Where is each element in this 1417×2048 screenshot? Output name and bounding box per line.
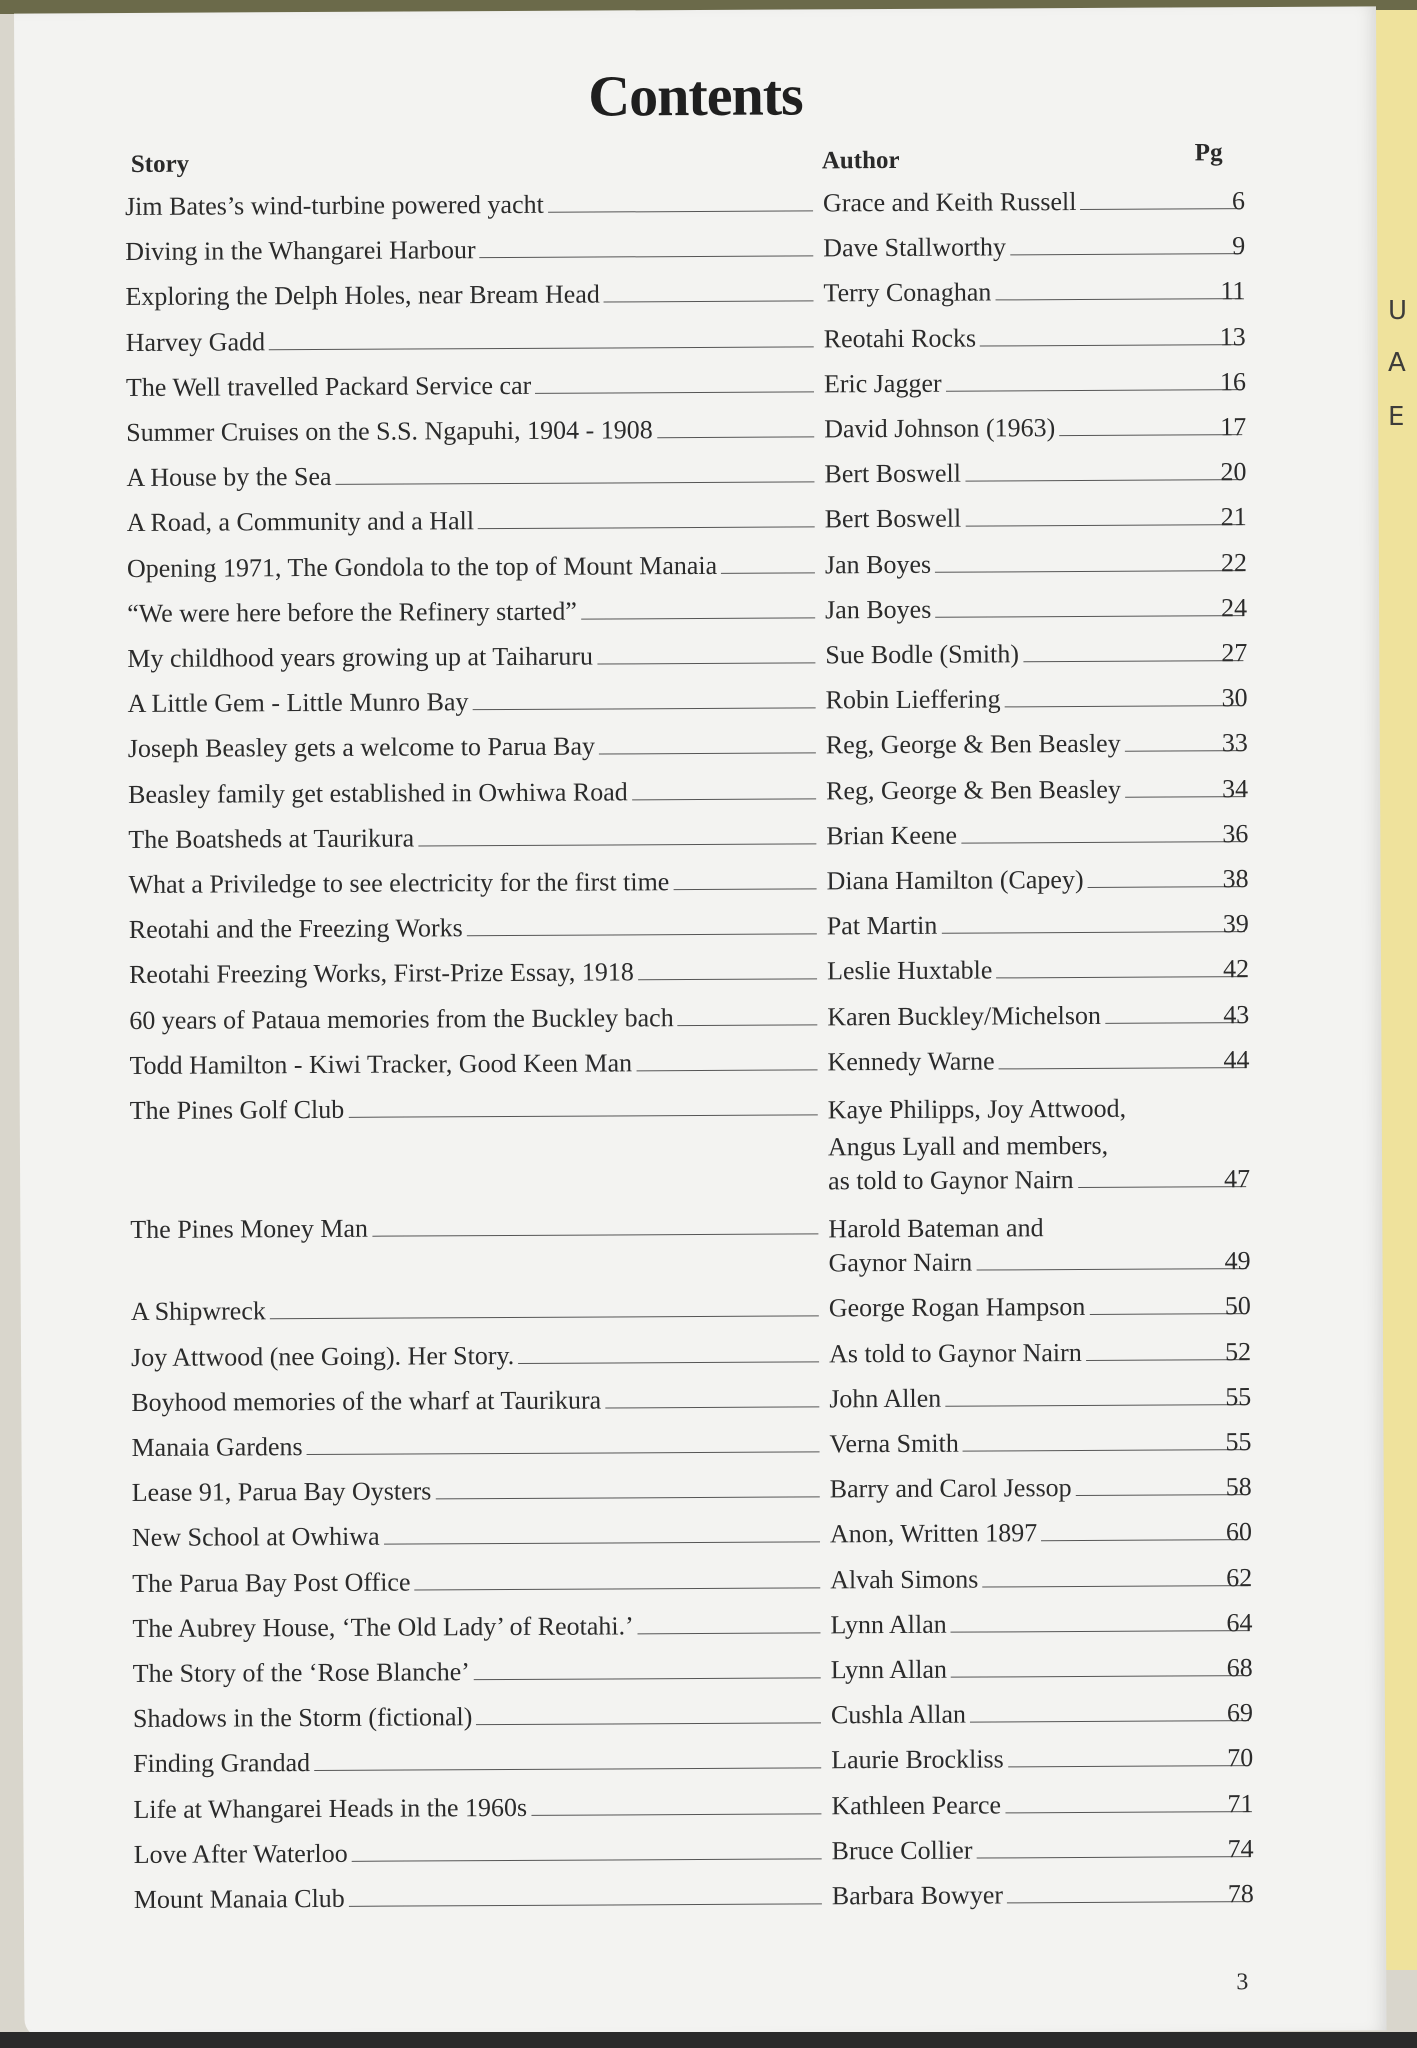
leader-line (965, 479, 1243, 481)
story-title-text: The Well travelled Packard Service car (125, 370, 532, 402)
author-name: Eric Jagger (823, 368, 942, 399)
author (824, 456, 1247, 490)
column-header-page: Pg (1194, 139, 1223, 167)
leader-line (307, 1451, 820, 1455)
author-name: Terry Conaghan (823, 277, 992, 308)
story-title-text: Joy Attwood (nee Going). Her Story. (130, 1340, 515, 1372)
author-name: John Allen (829, 1383, 942, 1414)
story-title-text: Reotahi and the Freezing Works (128, 913, 463, 945)
page-ref: 9 (1232, 231, 1246, 261)
story-title-text: Opening 1971, The Gondola to the top of Mount Manaia (126, 550, 718, 583)
page-ref: 42 (1222, 954, 1250, 984)
page-title: Contents (588, 62, 803, 129)
story-title (129, 1001, 819, 1037)
author-name: Laurie Brockliss (831, 1744, 1004, 1775)
story-title-text: Summer Cruises on the S.S. Ngapuhi, 1904 - 1908 (126, 415, 653, 447)
leader-line (605, 1406, 819, 1408)
contents-entry (15, 230, 1377, 277)
author-name: Diana Hamilton (Capey) (826, 864, 1084, 896)
page-ref: 6 (1231, 186, 1246, 216)
story-title-text: My childhood years growing up at Taiharuru (127, 641, 594, 673)
story-title (128, 685, 818, 721)
leader-line (657, 436, 815, 438)
contents-entry (18, 862, 1380, 909)
side-letter: A (1388, 348, 1406, 378)
author-name: Reg, George & Ben Beasley (826, 774, 1122, 805)
contents-entry (22, 1471, 1384, 1518)
contents-entry (19, 1043, 1381, 1090)
author (828, 1089, 1249, 1197)
leader-line (961, 841, 1244, 843)
page-ref: 62 (1226, 1562, 1253, 1592)
story-title-text: What a Priviledge to see electricity for the first time (128, 867, 670, 899)
side-letter: E (1388, 402, 1405, 432)
story-title (129, 911, 819, 947)
story-title-text: Harvey Gadd (125, 326, 266, 357)
author (831, 1697, 1251, 1731)
author-name: As told to Gaynor Nairn (828, 1337, 1082, 1368)
leader-line (1041, 1540, 1248, 1542)
story-title (134, 1835, 824, 1871)
story-title (126, 459, 816, 495)
contents-entry (16, 320, 1378, 367)
page-ref: 27 (1221, 638, 1248, 668)
page-ref: 34 (1222, 773, 1249, 803)
leader-line (474, 1677, 821, 1680)
leader-line (995, 299, 1241, 301)
leader-line (941, 931, 1245, 934)
author-name: Lynn Allan (830, 1654, 948, 1685)
contents-entry (18, 772, 1380, 819)
author-last-line (828, 1245, 1251, 1279)
author (827, 908, 1247, 942)
story-title (131, 1383, 821, 1419)
contents-entry (18, 682, 1380, 729)
leader-line (349, 1903, 822, 1906)
author-name: Brian Keene (826, 820, 958, 851)
page-ref: 44 (1223, 1044, 1250, 1075)
story-title-text: Life at Whangarei Heads in the 1960s (133, 1792, 528, 1824)
contents-entry (18, 817, 1380, 864)
page-ref: 58 (1225, 1472, 1252, 1502)
author (826, 863, 1249, 897)
leader-line (976, 1856, 1249, 1858)
leader-line (1005, 705, 1244, 707)
story-title-text: New School at Owhiwa (131, 1522, 380, 1553)
author (830, 1607, 1253, 1641)
author (825, 547, 1245, 581)
story-title (134, 1880, 824, 1916)
story-title (132, 1564, 822, 1600)
leader-line (531, 1813, 821, 1816)
story-title (125, 187, 815, 223)
leader-line (946, 389, 1242, 392)
leader-line (467, 934, 817, 937)
contents-entry (24, 1877, 1386, 1924)
story-title (132, 1609, 822, 1645)
leader-line (336, 482, 815, 486)
page-ref: 55 (1225, 1427, 1252, 1457)
leader-line (269, 346, 814, 350)
leader-line (535, 391, 814, 393)
author-name: Karen Buckley/Michelson (827, 1000, 1101, 1031)
story-title-text: The Pines Money Man (130, 1213, 369, 1245)
author (829, 1291, 1249, 1325)
story-title-text: The Pines Golf Club (129, 1094, 345, 1125)
story-title-text: “We were here before the Refinery started” (127, 596, 577, 628)
story-title (130, 1091, 820, 1127)
author-name: Leslie Huxtable (826, 955, 993, 986)
author (823, 276, 1246, 310)
leader-line (982, 1585, 1248, 1587)
author-name-line: as told to Gaynor Nairn (828, 1165, 1074, 1196)
column-header-story: Story (130, 150, 190, 178)
author (829, 1426, 1252, 1460)
contents-entry (20, 1208, 1382, 1292)
leader-line (673, 888, 816, 890)
story-title-text: Beasley family get established in Owhiwa Road (128, 776, 628, 809)
leader-line (518, 1361, 819, 1364)
leader-line (963, 1449, 1248, 1451)
contents-entry (21, 1290, 1383, 1337)
contents-entry (24, 1832, 1386, 1879)
author-name: Verna Smith (829, 1428, 959, 1459)
story-title (133, 1700, 823, 1736)
leader-line (935, 570, 1243, 573)
page-ref: 13 (1219, 321, 1246, 351)
author (826, 818, 1249, 852)
side-letter: U (1388, 296, 1408, 326)
leader-line (976, 1268, 1246, 1270)
story-title-text: A Shipwreck (130, 1296, 266, 1327)
contents-entry (17, 501, 1379, 548)
column-header-author: Author (821, 146, 900, 175)
author (823, 230, 1246, 264)
page-ref: 21 (1220, 502, 1247, 532)
author (826, 682, 1246, 716)
story-title (131, 1338, 821, 1374)
story-title (130, 1211, 820, 1247)
story-title-text: The Aubrey House, ‘The Old Lady’ of Reotahi.’ (132, 1611, 634, 1643)
author-last-line (828, 1163, 1251, 1197)
leader-line (951, 1630, 1249, 1633)
author-name: Barry and Carol Jessop (829, 1473, 1072, 1504)
author-name: Grace and Keith Russell (822, 187, 1077, 218)
author (830, 1471, 1250, 1505)
story-title (125, 278, 815, 314)
author-name-line: Gaynor Nairn (828, 1247, 973, 1278)
page-ref: 33 (1221, 728, 1248, 758)
page-ref: 38 (1222, 864, 1249, 894)
contents-entry (21, 1335, 1383, 1382)
story-title (128, 820, 818, 856)
contents-entry (22, 1606, 1384, 1653)
author (831, 1652, 1251, 1686)
author-name-line: Angus Lyall and members, (827, 1130, 1109, 1162)
author-name-line: Harold Bateman and (828, 1213, 1044, 1244)
page-ref: 74 (1227, 1833, 1254, 1864)
leader-line (478, 527, 815, 530)
story-title (127, 594, 817, 630)
story-title-text: Exploring the Delph Holes, near Bream Head (125, 279, 600, 312)
story-title-text: Lease 91, Parua Bay Oysters (131, 1476, 432, 1508)
author (824, 321, 1244, 355)
author-name: Kathleen Pearce (831, 1790, 1002, 1820)
leader-line (721, 572, 815, 573)
leader-line (414, 1587, 820, 1590)
story-title (125, 233, 815, 269)
leader-line (945, 1404, 1247, 1407)
leader-line (476, 1723, 821, 1726)
leader-line (314, 1768, 821, 1772)
author-name: Alvah Simons (830, 1564, 979, 1594)
page-ref: 30 (1221, 683, 1248, 713)
author-name: Barbara Bowyer (831, 1880, 1004, 1911)
story-title (132, 1519, 822, 1555)
story-title-text: Finding Grandad (133, 1748, 311, 1779)
story-title-text: Mount Manaia Club (133, 1883, 345, 1914)
story-title-text: Boyhood memories of the wharf at Taurikura (131, 1385, 602, 1417)
author (826, 728, 1246, 762)
author (832, 1833, 1252, 1867)
leader-line (678, 1024, 818, 1026)
contents-entry (16, 410, 1378, 457)
page-ref: 49 (1224, 1246, 1251, 1276)
author-name: Bert Boswell (824, 504, 962, 534)
leader-line (581, 617, 815, 619)
page-ref: 22 (1220, 547, 1247, 577)
leader-line (352, 1858, 822, 1861)
story-title (132, 1474, 822, 1510)
story-title-text: Shadows in the Storm (fictional) (132, 1702, 473, 1734)
contents-page (14, 6, 1387, 2037)
story-title-text: The Story of the ‘Rose Blanche’ (132, 1657, 470, 1688)
contents-entry (22, 1516, 1384, 1563)
author (827, 999, 1250, 1033)
page-ref: 43 (1223, 999, 1250, 1029)
leader-line (632, 798, 816, 800)
story-title-text: 60 years of Pataua memories from the Buckley bach (129, 1002, 674, 1035)
leader-line (638, 1632, 821, 1634)
page-ref: 69 (1226, 1698, 1253, 1728)
author-name-line: Kaye Philipps, Joy Attwood, (827, 1093, 1127, 1125)
author-name: Sue Bodle (Smith) (825, 639, 1020, 670)
author (822, 185, 1246, 219)
contents-entry (19, 908, 1381, 955)
story-title (131, 1428, 821, 1464)
leader-line (599, 753, 816, 755)
author (825, 592, 1248, 626)
author (832, 1878, 1252, 1912)
author-name: Jan Boyes (825, 594, 932, 625)
story-title (128, 775, 818, 811)
story-title (133, 1745, 823, 1781)
leader-line (348, 1114, 817, 1117)
contents-entry (15, 184, 1377, 231)
story-title (126, 323, 816, 359)
page-ref: 70 (1227, 1743, 1254, 1773)
author (830, 1562, 1253, 1596)
leader-line (1010, 253, 1241, 255)
author (828, 1336, 1252, 1370)
author (827, 1044, 1250, 1078)
page-ref: 64 (1226, 1607, 1253, 1638)
page-ref: 24 (1221, 592, 1248, 623)
page-ref: 47 (1224, 1164, 1251, 1194)
author (828, 1208, 1251, 1279)
contents-entry (21, 1425, 1383, 1472)
story-title-text: Diving in the Whangarei Harbour (125, 235, 476, 267)
contents-entry (17, 591, 1379, 638)
page-ref: 52 (1224, 1336, 1252, 1366)
story-title-text: A House by the Sea (126, 462, 332, 493)
leader-line (384, 1542, 820, 1545)
story-title-text: Jim Bates’s wind-turbine powered yacht (124, 189, 544, 221)
leader-line (372, 1234, 818, 1237)
leader-line (1007, 1901, 1250, 1903)
page-ref: 36 (1222, 818, 1249, 849)
leader-line (636, 1069, 817, 1071)
contents-entry (19, 953, 1381, 1000)
story-title (127, 549, 817, 585)
story-title (129, 956, 819, 992)
leader-line (548, 210, 813, 212)
leader-line (999, 1067, 1246, 1069)
page-ref: 39 (1222, 909, 1249, 939)
leader-line (473, 708, 816, 711)
author (826, 773, 1249, 807)
story-title (128, 865, 818, 901)
author (829, 1381, 1252, 1415)
story-title (133, 1790, 823, 1826)
leader-line (996, 977, 1245, 979)
contents-entry (19, 998, 1381, 1045)
leader-line (435, 1497, 819, 1500)
story-title (128, 730, 818, 766)
page-ref: 60 (1225, 1517, 1253, 1547)
contents-entry (15, 275, 1377, 322)
story-title-text: Reotahi Freezing Works, First-Prize Essay, 1918 (128, 957, 634, 990)
page-ref: 55 (1225, 1381, 1252, 1412)
leader-line (480, 256, 814, 259)
author (824, 411, 1247, 445)
author (823, 366, 1247, 400)
contents-entry (23, 1651, 1385, 1698)
page-ref: 16 (1219, 366, 1247, 397)
story-title (129, 1046, 819, 1082)
contents-entry (21, 1380, 1383, 1427)
story-title (127, 639, 817, 675)
contents-entry (20, 1088, 1383, 1209)
author-name: Dave Stallworthy (823, 232, 1007, 263)
contents-entry (18, 727, 1380, 774)
contents-entry (16, 365, 1378, 412)
story-title-text: Joseph Beasley gets a welcome to Parua Bay (127, 731, 596, 764)
story-title-text: A Little Gem - Little Munro Bay (127, 687, 469, 719)
story-title (127, 504, 817, 540)
contents-entry (22, 1561, 1384, 1608)
page-ref: 68 (1226, 1653, 1253, 1683)
author (831, 1788, 1254, 1822)
story-title (131, 1293, 821, 1329)
story-title-text: The Boatsheds at Taurikura (128, 823, 415, 854)
leader-line (951, 1675, 1249, 1678)
author (826, 954, 1250, 988)
page-ref: 50 (1224, 1291, 1251, 1321)
story-title (133, 1654, 823, 1690)
author-name: Pat Martin (826, 910, 938, 941)
author-name: Anon, Written 1897 (829, 1518, 1038, 1549)
story-title-text: Manaia Gardens (131, 1432, 303, 1462)
leader-line (418, 843, 816, 846)
leader-line (604, 301, 814, 303)
author-name: Jan Boyes (824, 549, 932, 579)
page-ref: 20 (1220, 457, 1247, 487)
story-title-text: Love After Waterloo (133, 1838, 348, 1869)
contents-entry (23, 1697, 1385, 1744)
leader-line (965, 525, 1243, 527)
leader-line (935, 615, 1243, 618)
author-name: Lynn Allan (830, 1609, 947, 1640)
leader-line (597, 662, 815, 664)
leader-line (270, 1316, 819, 1320)
background-bottom (0, 2032, 1417, 2048)
leader-line (1023, 660, 1243, 662)
story-title-text: Todd Hamilton - Kiwi Tracker, Good Keen Man (129, 1048, 633, 1080)
author-name: David Johnson (1963) (824, 413, 1056, 444)
story-title (126, 368, 816, 404)
contents-entry (17, 546, 1379, 593)
author (829, 1517, 1253, 1551)
story-title-text: The Parua Bay Post Office (132, 1567, 411, 1598)
leader-line (1005, 1811, 1249, 1813)
author (825, 502, 1245, 536)
page-number: 3 (1236, 1969, 1249, 1996)
page-ref: 17 (1220, 412, 1247, 442)
contents-entry (23, 1742, 1385, 1789)
leader-line (970, 1720, 1249, 1722)
page-ref: 78 (1227, 1879, 1254, 1909)
page-ref: 71 (1227, 1788, 1254, 1818)
leader-line (1008, 1766, 1249, 1768)
contents-entry (16, 456, 1378, 503)
author-name: Reotahi Rocks (823, 323, 977, 353)
author-name: Bert Boswell (824, 458, 962, 489)
author (825, 637, 1248, 671)
page-ref: 11 (1220, 276, 1246, 306)
contents-entry (23, 1787, 1385, 1834)
author-name: Bruce Collier (831, 1835, 973, 1866)
leader-line (638, 979, 817, 981)
leader-line (980, 344, 1242, 346)
author-name: Cushla Allan (830, 1699, 967, 1730)
contents-entry (17, 636, 1379, 683)
author-name: Kennedy Warne (827, 1046, 995, 1077)
story-title (126, 413, 816, 449)
author-name: George Rogan Hampson (828, 1292, 1086, 1323)
author-name: Robin Lieffering (825, 684, 1001, 715)
author-name: Reg, George & Ben Beasley (825, 729, 1121, 760)
story-title-text: A Road, a Community and a Hall (126, 506, 475, 538)
author (831, 1743, 1254, 1777)
